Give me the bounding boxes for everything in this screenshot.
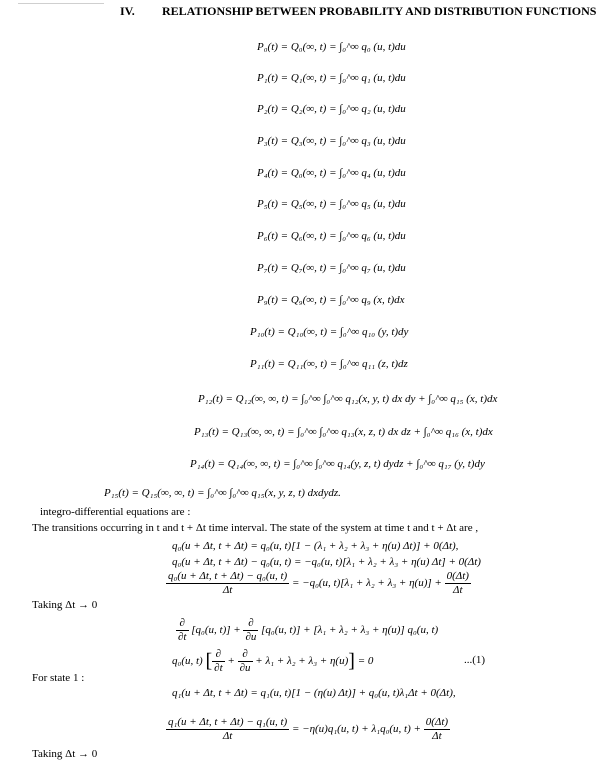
state1-line-1: q₁(u + Δt, t + Δt) = q₁(u, t)[1 − (η(u) Δt)] + q₀(u, t)λ₁Δt + 0(Δt), xyxy=(172,687,456,699)
term: [q₀(u, t)] + xyxy=(191,624,241,637)
denominator: ∂u xyxy=(245,631,257,643)
section-number: IV. xyxy=(120,4,135,18)
integral-equation-3: P₃(t) = Q₃(∞, t) = ∫₀^∞ q₃ (u, t)du xyxy=(257,135,406,147)
integral-equation-4: P₄(t) = Q₀(∞, t) = ∫₀^∞ q₄ (u, t)du xyxy=(257,167,406,179)
integral-equation-10: P₁₁(t) = Q₁₁(∞, t) = ∫₀^∞ q₁₁ (z, t)dz xyxy=(250,358,408,370)
bracket: [ xyxy=(205,650,213,673)
pde-line-2: q₀(u, t) [ $\frac{\partial}{\partial t}$ + $\frac{\partial}{\partial u}$ + λ₁ + λ₂ + λ₃ + η(u)] = 0 xyxy=(172,648,374,674)
transitions-text: The transitions occurring in t and t + Δt time interval. The state of the system at time t and t + Δt are , xyxy=(32,522,479,534)
fraction xyxy=(243,617,258,644)
term: = 0 xyxy=(357,655,374,668)
integral-equation-8: P₉(t) = Q₉(∞, t) = ∫₀^∞ q₉ (x, t)dx xyxy=(257,294,405,306)
integral-equation-6: P₆(t) = Q₆(∞, t) = ∫₀^∞ q₆ (u, t)du xyxy=(257,230,406,242)
section-heading xyxy=(120,4,596,19)
bracket: ] xyxy=(348,650,355,673)
denominator: Δt xyxy=(432,730,442,742)
numerator: 0(Δt) xyxy=(425,716,449,728)
denominator: ∂t xyxy=(214,662,223,674)
denominator: ∂u xyxy=(239,662,251,674)
integral-equation-5: P₅(t) = Q₅(∞, t) = ∫₀^∞ q₅ (u, t)du xyxy=(257,198,406,210)
denominator: Δt xyxy=(452,584,463,596)
integral-equation-11: P₁₂(t) = Q₁₂(∞, ∞, t) = ∫₀^∞ ∫₀^∞ q₁₂(x, y, t) dx dy + ∫₀^∞ q₁₅ (x, t)dx xyxy=(198,393,498,405)
integral-equation-0: P₀(t) = Q₀(∞, t) = ∫₀^∞ q₀ (u, t)du xyxy=(257,41,406,53)
integral-equation-14: P₁₅(t) = Q₁₅(∞, ∞, t) = ∫₀^∞ ∫₀^∞ q₁₅(x, y, z, t) dxdydz. xyxy=(104,487,341,499)
deriv-line-1: q₀(u + Δt, t + Δt) = q₀(u, t)[1 − (λ₁ + λ₂ + λ₃ + η(u) Δt)] + 0(Δt), xyxy=(172,540,459,552)
rhs: = −η(u)q₁(u, t) + λ₁q₀(u, t) + xyxy=(291,723,421,736)
denominator: Δt xyxy=(222,584,233,596)
taking-limit-2: Taking Δt → 0 xyxy=(32,748,98,760)
state1-line-2 xyxy=(166,716,450,743)
integral-equation-12: P₁₃(t) = Q₁₃(∞, ∞, t) = ∫₀^∞ ∫₀^∞ q₁₃(x, z, t) dx dz + ∫₀^∞ q₁₆ (x, t)dx xyxy=(194,426,493,438)
term: + λ₁ + λ₂ + λ₃ + η(u) xyxy=(255,655,349,668)
taking-limit-1: Taking Δt → 0 xyxy=(32,599,98,611)
fraction xyxy=(176,617,189,644)
fraction xyxy=(445,570,471,597)
fraction xyxy=(424,716,450,743)
fraction xyxy=(166,716,289,743)
equation-number: ...(1) xyxy=(464,654,486,666)
fraction xyxy=(166,570,289,597)
numerator: ∂ xyxy=(238,648,253,662)
fraction xyxy=(238,648,253,675)
integro-label: integro-differential equations are : xyxy=(40,506,191,518)
fraction xyxy=(212,648,225,675)
numerator: 0(Δt) xyxy=(446,570,469,582)
top-rule xyxy=(18,0,104,4)
numerator: q₁(u + Δt, t + Δt) − q₁(u, t) xyxy=(168,716,288,728)
numerator: q₀(u + Δt, t + Δt) − q₀(u, t) xyxy=(168,570,288,582)
rhs: = −q₀(u, t)[λ₁ + λ₂ + λ₃ + η(u)] + xyxy=(291,577,442,590)
numerator: ∂ xyxy=(212,648,225,662)
numerator: ∂ xyxy=(176,617,189,631)
integral-equation-9: P₁₀(t) = Q₁₀(∞, t) = ∫₀^∞ q₁₀ (y, t)dy xyxy=(250,326,409,338)
denominator: ∂t xyxy=(178,631,187,643)
denominator: Δt xyxy=(222,730,233,742)
integral-equation-2: P₂(t) = Q₂(∞, t) = ∫₀^∞ q₂ (u, t)du xyxy=(257,103,406,115)
term: q₀(u, t) xyxy=(172,655,203,668)
state-1-label: For state 1 : xyxy=(32,672,85,684)
integral-equation-13: P₁₄(t) = Q₁₄(∞, ∞, t) = ∫₀^∞ ∫₀^∞ q₁₄(y, z, t) dydz + ∫₀^∞ q₁₇ (y, t)dy xyxy=(190,458,485,470)
numerator: ∂ xyxy=(243,617,258,631)
deriv-line-2: q₀(u + Δt, t + Δt) − q₀(u, t) = −q₀(u, t)[λ₁ + λ₂ + λ₃ + η(u) Δt] + 0(Δt) xyxy=(172,556,481,568)
term: [q₀(u, t)] + [λ₁ + λ₂ + λ₃ + η(u)] q₀(u, t) xyxy=(261,624,439,637)
deriv-line-3 xyxy=(166,570,471,597)
integral-equation-7: P₇(t) = Q₇(∞, t) = ∫₀^∞ q₇ (u, t)du xyxy=(257,262,406,274)
integral-equation-1: P₁(t) = Q₁(∞, t) = ∫₀^∞ q₁ (u, t)du xyxy=(257,72,406,84)
pde-line-1 xyxy=(176,617,438,644)
section-title: RELATIONSHIP BETWEEN PROBABILITY AND DISTRIBUTION FUNCTIONS xyxy=(162,4,597,18)
